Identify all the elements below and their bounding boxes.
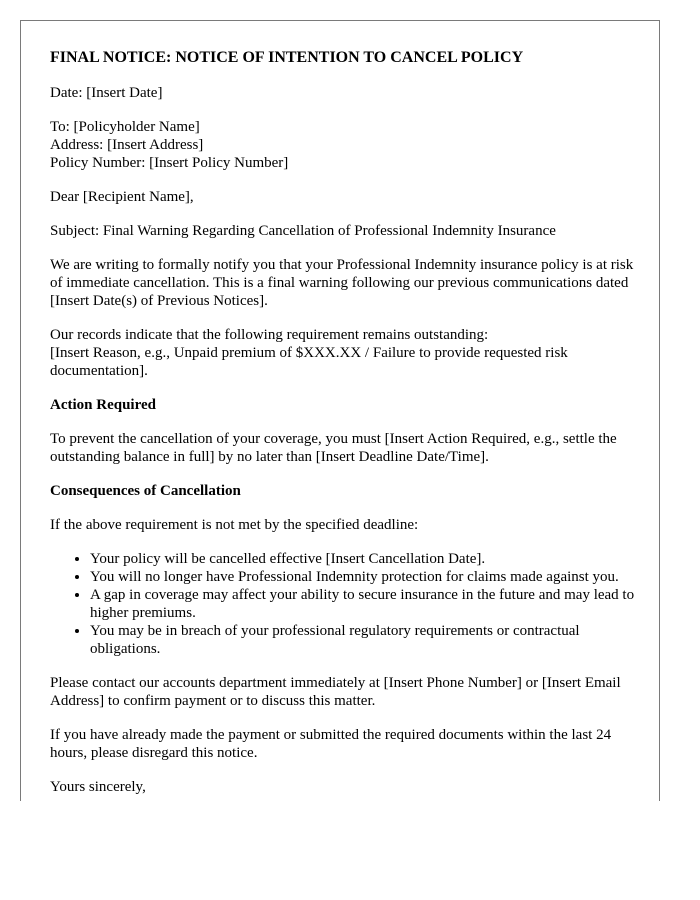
intro-paragraph: We are writing to formally notify you that your Professional Indemnity insurance policy is at risk of immediate cancellation. This is a final warning following our previous communications dated [Insert Date(s) of Previous Notices].: [50, 257, 634, 309]
disregard-paragraph: If you have already made the payment or submitted the required documents within the last 24 hours, please disregard this notice.: [50, 727, 612, 761]
consequence-item: • Your policy will be cancelled effective [Insert Cancellation Date].: [90, 550, 640, 568]
consequences-intro: If the above requirement is not met by the specified deadline:: [50, 517, 419, 533]
action-required-heading: Action Required: [50, 397, 156, 413]
policy-number-line: Policy Number: [Insert Policy Number]: [50, 155, 289, 171]
subject-line: Subject: Final Warning Regarding Cancellation of Professional Indemnity Insurance: [50, 223, 556, 239]
records-line: Our records indicate that the following requirement remains outstanding:: [50, 327, 489, 343]
salutation: Dear [Recipient Name],: [50, 189, 194, 205]
action-paragraph: To prevent the cancellation of your coverage, you must [Insert Action Required, e.g., settle the outstanding balance in full] by no later than [Insert Deadline Date/Time].: [50, 431, 617, 465]
address-block: [50, 118, 640, 172]
records-paragraph: [50, 326, 640, 380]
reason-line: [Insert Reason, e.g., Unpaid premium of $XXX.XX / Failure to provide requested risk documentation].: [50, 345, 568, 379]
consequences-list: [50, 550, 640, 658]
letter-title: FINAL NOTICE: NOTICE OF INTENTION TO CANCEL POLICY: [50, 49, 524, 66]
letter-date: Date: [Insert Date]: [50, 85, 163, 101]
contact-paragraph: Please contact our accounts department immediately at [Insert Phone Number] or [Insert Email Address] to confirm payment or to discuss this matter.: [50, 675, 621, 709]
closing-line: Yours sincerely,: [50, 779, 146, 795]
consequence-item: • A gap in coverage may affect your ability to secure insurance in the future and may lead to higher premiums.: [90, 586, 640, 622]
recipient-name-line: To: [Policyholder Name]: [50, 119, 200, 135]
consequence-item: • You will no longer have Professional Indemnity protection for claims made against you.: [90, 568, 640, 586]
letter-content: [50, 48, 640, 801]
letter-page: [20, 20, 660, 801]
consequence-item: • You may be in breach of your professional regulatory requirements or contractual obligations.: [90, 622, 640, 658]
recipient-address-line: Address: [Insert Address]: [50, 137, 204, 153]
consequences-heading: Consequences of Cancellation: [50, 483, 241, 499]
